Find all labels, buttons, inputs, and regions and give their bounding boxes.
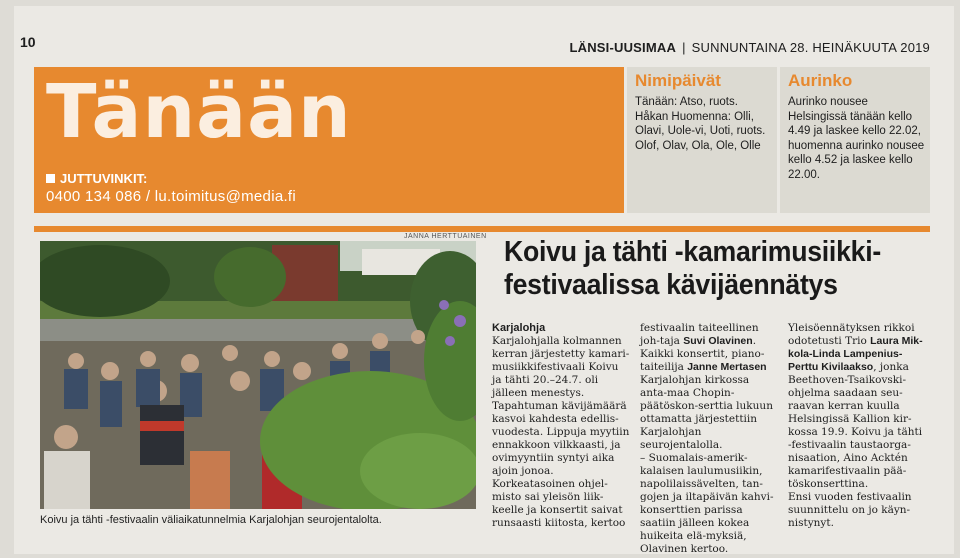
article-paragraph: Tapahtuman kävijämäärä kasvoi kahdesta edellis-vuodesta. Lippuja myytiin ennakkoon vilkkaasti, ja ovimyyntiin syntyi aika ajoin jonoa. [492,400,630,477]
tips-label-text: JUTTUVINKIT: [60,171,148,186]
person-name: Laura Mik-kola-Linda Lampenius-Perttu Kivilaakso [788,335,923,373]
masthead-separator: | [682,40,686,55]
article-headline: Koivu ja tähti -kamarimusiikki-festivaalissa kävijäennätys [504,236,881,301]
article-paragraph: Yleisöennätyksen rikkoi odotetusti Trio Laura Mik-kola-Linda Lampenius-Perttu Kivilaakso, jonka Beethoven-Tsaikovski-ohjelma saadaan seu-raavan kerran kuulla Helsingissä Kallion kir-kossa 19.9. Koivu ja tähti -festivaalin taustaorga-nisaation, Aino Acktén kamarifestivaalin pää-töskonserttina. [788,322,923,490]
name-days-title: Nimipäivät [635,71,721,90]
photo-caption: Koivu ja tähti -festivaalin väliaikatunnelmia Karjalohjan seurojentalolta. [40,514,382,526]
article-column-1 [492,322,630,530]
square-bullet-icon [46,174,55,183]
page-number: 10 [20,34,36,50]
article-paragraph: Korkeatasoinen ohjel-misto sai yleisön liik-keelle ja konsertit saivat runsaasti kiitosta, kertoo [492,478,626,529]
sun-box [780,67,930,213]
tips-label [46,171,147,186]
person-name: Suvi Olavinen [683,335,753,347]
today-banner [34,67,624,213]
article-paragraph: Kaikki konsertit, piano-taiteilija Janne Mertasen Karjalohjan kirkossa anta-maa Chopin-päätöskon-serttia lukuun ottamatta järjestettiin Karjalohjan seurojentalolla. [640,348,773,451]
photo-credit: JANNA HERTTUAINEN [404,233,487,240]
tips-contact: 0400 134 086 / lu.toimitus@media.fi [46,188,297,205]
article-body [492,322,932,555]
masthead-date: SUNNUNTAINA 28. HEINÄKUUTA 2019 [691,40,930,55]
masthead-paper-name: LÄNSI-UUSIMAA [569,40,677,55]
article-dateline: Karjalohja [492,322,546,334]
name-days-box [627,67,777,213]
crowd-photo-illustration [40,241,476,509]
section-divider [34,226,930,232]
article-photo [40,241,476,509]
banner-title: Tänään [46,69,352,155]
article-paragraph: Ensi vuoden festivaalin suunnittelu on jo käyn-nistynyt. [788,491,912,529]
article-paragraph: festivaalin taiteellinen joh-taja Suvi Olavinen. [640,322,759,347]
person-name: Janne Mertasen [687,361,767,373]
masthead [569,40,930,55]
name-days-text: Tänään: Atso, ruots. Håkan Huomenna: Olli, Olavi, Uole-vi, Uoti, ruots. Olof, Olav, Ola, Ole, Olle [635,96,766,152]
sun-text: Aurinko nousee Helsingissä tänään kello 4.49 ja laskee kello 22.02, huomenna aurinko nousee kello 4.52 ja laskee kello 22.00. [788,96,925,181]
sun-title: Aurinko [788,71,853,90]
article-paragraph: Karjalohjalla kolmannen kerran järjestetty kamari-musiikkifestivaali Koivu ja tähti 20.–24.7. oli jälleen menestys. [492,335,630,399]
article-column-2 [640,322,778,556]
article-paragraph: – Suomalais-amerik-kalaisen laulumusiikin, napolilaissävelten, tan-gojen ja iltapäivän kahvi-konserttien parissa saatiin jälleen kokea huikeita elä-myksiä, Olavinen kertoo. [640,452,774,555]
article-column-3 [788,322,926,530]
